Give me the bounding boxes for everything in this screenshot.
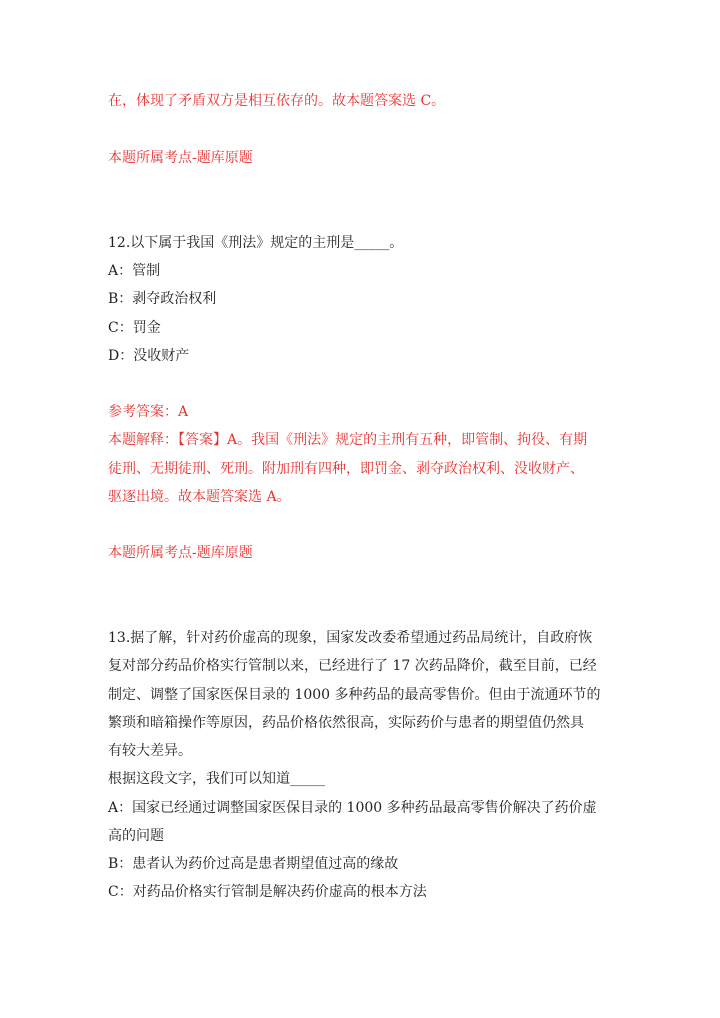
q11-source-label: 本题所属考点-题库原题	[108, 150, 253, 166]
prev-explanation-tail: 在，体现了矛盾双方是相互依存的。故本题答案选 C。	[108, 93, 446, 109]
q12-option-b: B：剥夺政治权利	[108, 291, 217, 307]
q13-prompt: 根据这段文字，我们可以知道_____	[108, 771, 325, 787]
q12-explanation-line-1: 本题解释：【答案】A。我国《刑法》规定的主刑有五种，即管制、拘役、有期	[108, 432, 588, 448]
q12-explanation-line-3: 驱逐出境。故本题答案选 A。	[108, 489, 291, 505]
q12-stem: 12.以下属于我国《刑法》规定的主刑是_____。	[108, 235, 404, 251]
q12-answer: 参考答案：A	[108, 404, 189, 420]
q13-stem-line-5: 有较大差异。	[108, 743, 192, 759]
q13-option-a-line-2: 高的问题	[108, 828, 164, 844]
q12-option-c: C：罚金	[108, 320, 161, 336]
q13-stem-line-4: 繁琐和暗箱操作等原因，药品价格依然很高，实际药价与患者的期望值仍然具	[108, 715, 584, 731]
q13-option-b: B：患者认为药价过高是患者期望值过高的缘故	[108, 856, 399, 872]
q12-option-d: D：没收财产	[108, 348, 190, 364]
q13-option-c: C：对药品价格实行管制是解决药价虚高的根本方法	[108, 884, 427, 900]
q12-option-a: A：管制	[108, 263, 161, 279]
q12-explanation-line-2: 徒刑、无期徒刑、死刑。附加刑有四种，即罚金、剥夺政治权利、没收财产、	[108, 461, 584, 477]
q13-stem-line-3: 制定、调整了国家医保目录的 1000 多种药品的最高零售价。但由于流通环节的	[108, 687, 601, 703]
q13-stem-line-1: 13.据了解，针对药价虚高的现象，国家发改委希望通过药品局统计，自政府恢	[108, 630, 593, 646]
q13-option-a-line-1: A：国家已经通过调整国家医保目录的 1000 多种药品最高零售价解决了药价虚	[108, 800, 597, 816]
q13-stem-line-2: 复对部分药品价格实行管制以来，已经进行了 17 次药品降价，截至目前，已经	[108, 658, 597, 674]
q12-source-label: 本题所属考点-题库原题	[108, 545, 253, 561]
